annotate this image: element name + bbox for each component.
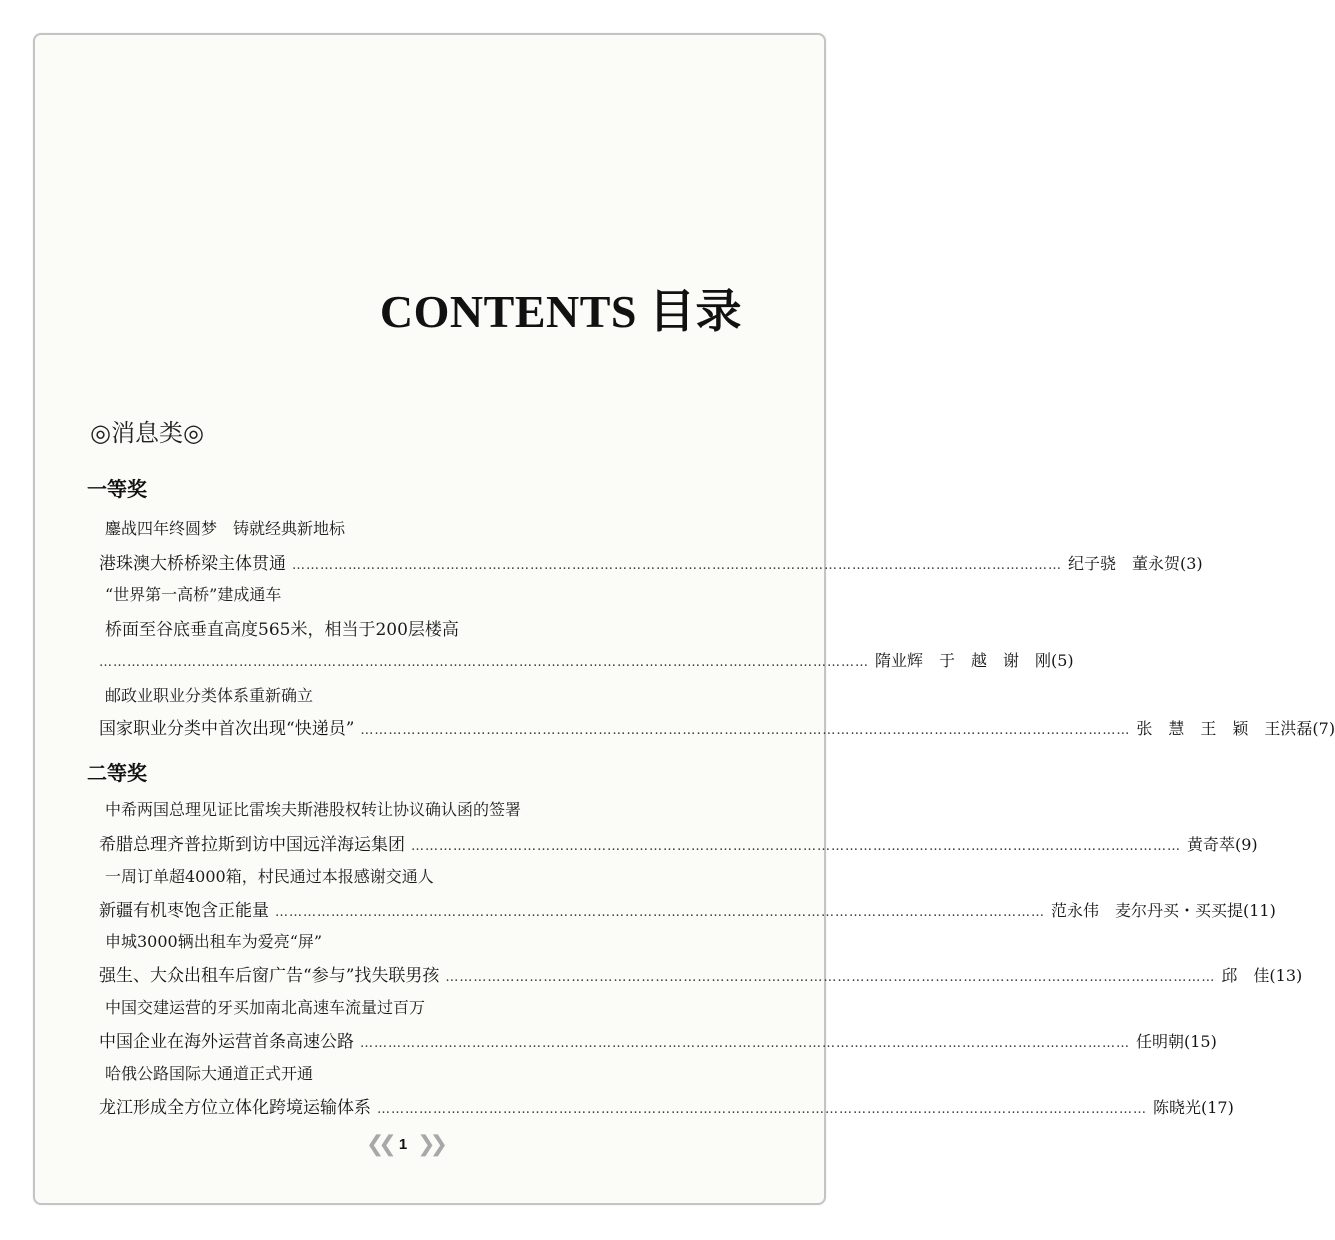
leader-dots: ………………………………………………………………………………………………………………………………………………… xyxy=(360,723,1131,738)
entry-author-page: 陈晓光(17) xyxy=(1153,1098,1234,1117)
entry-title: 新疆有机枣饱含正能量 xyxy=(99,901,269,921)
entry-title: 国家职业分类中首次出现“快递员” xyxy=(99,719,355,739)
entry-subtitle: 中国交建运营的牙买加南北高速车流量过百万 xyxy=(105,998,426,1017)
entry-title: 港珠澳大桥桥梁主体贯通 xyxy=(99,554,286,574)
leader-dots: ………………………………………………………………………………………………………………………………………………… xyxy=(377,1102,1147,1117)
toc-entry[interactable] xyxy=(99,648,1074,676)
prize-heading-first: 一等奖 xyxy=(87,477,147,501)
leader-dots: ………………………………………………………………………………………………………………………………………………… xyxy=(411,839,1181,854)
toc-page xyxy=(33,33,1335,1205)
toc-entry[interactable] xyxy=(99,961,1303,989)
leader-dots: ………………………………………………………………………………………………………………………………………………… xyxy=(275,905,1045,920)
entry-subtitle: 中希两国总理见证比雷埃夫斯港股权转让协议确认函的签署 xyxy=(105,800,522,819)
entry-author-page: 范永伟 麦尔丹买・买买提(11) xyxy=(1051,901,1276,920)
leader-dots: ………………………………………………………………………………………………………………………………………………… xyxy=(292,558,1062,573)
leader-dots: ………………………………………………………………………………………………………………………………………………… xyxy=(445,970,1216,985)
entry-author-page: 张 慧 王 颖 王洪磊(7) xyxy=(1136,719,1335,738)
toc-entry[interactable] xyxy=(99,830,1258,858)
entry-author-page: 纪子骁 董永贺(3) xyxy=(1068,554,1203,573)
leader-dots: ………………………………………………………………………………………………………………………………………………… xyxy=(360,1036,1130,1051)
page-number: 1 xyxy=(398,1135,408,1153)
entry-subtitle: 邮政业职业分类体系重新确立 xyxy=(105,686,314,705)
chevron-left-icon: ❮❮ xyxy=(365,1131,391,1157)
page-number-badge xyxy=(365,1129,443,1159)
toc-entry[interactable] xyxy=(99,714,1335,742)
entry-author-page: 任明朝(15) xyxy=(1136,1032,1217,1051)
entry-subtitle: 一周订单超4000箱，村民通过本报感谢交通人 xyxy=(105,867,434,886)
entry-subtitle: “世界第一高桥”建成通车 xyxy=(105,585,282,604)
toc-entry[interactable] xyxy=(99,1027,1217,1055)
entry-title[interactable]: 桥面至谷底垂直高度565米，相当于200层楼高 xyxy=(105,620,459,640)
prize-heading-second: 二等奖 xyxy=(87,761,147,785)
entry-subtitle: 哈俄公路国际大通道正式开通 xyxy=(105,1064,314,1083)
entry-title: 希腊总理齐普拉斯到访中国远洋海运集团 xyxy=(99,835,405,855)
entry-title: 中国企业在海外运营首条高速公路 xyxy=(99,1032,354,1052)
entry-subtitle: 鏖战四年终圆梦 铸就经典新地标 xyxy=(105,519,346,538)
entry-title: 强生、大众出租车后窗广告“参与”找失联男孩 xyxy=(99,966,440,986)
entry-author-page: 邱 佳(13) xyxy=(1221,966,1303,985)
entry-author-page: 隋业辉 于 越 谢 刚(5) xyxy=(875,651,1074,670)
leader-dots: ………………………………………………………………………………………………………………………………………………… xyxy=(99,655,869,670)
toc-entry[interactable] xyxy=(99,896,1276,924)
entry-subtitle: 申城3000辆出租车为爱亮“屏” xyxy=(105,932,323,951)
toc-entry[interactable] xyxy=(99,1093,1234,1121)
toc-entry[interactable] xyxy=(99,549,1203,577)
page-title: CONTENTS 目录 xyxy=(379,286,742,337)
entry-author-page: 黄奇萃(9) xyxy=(1187,835,1258,854)
section-heading: ◎消息类◎ xyxy=(90,419,204,447)
chevron-right-icon: ❯❯ xyxy=(417,1131,443,1157)
entry-title: 龙江形成全方位立体化跨境运输体系 xyxy=(99,1098,371,1118)
